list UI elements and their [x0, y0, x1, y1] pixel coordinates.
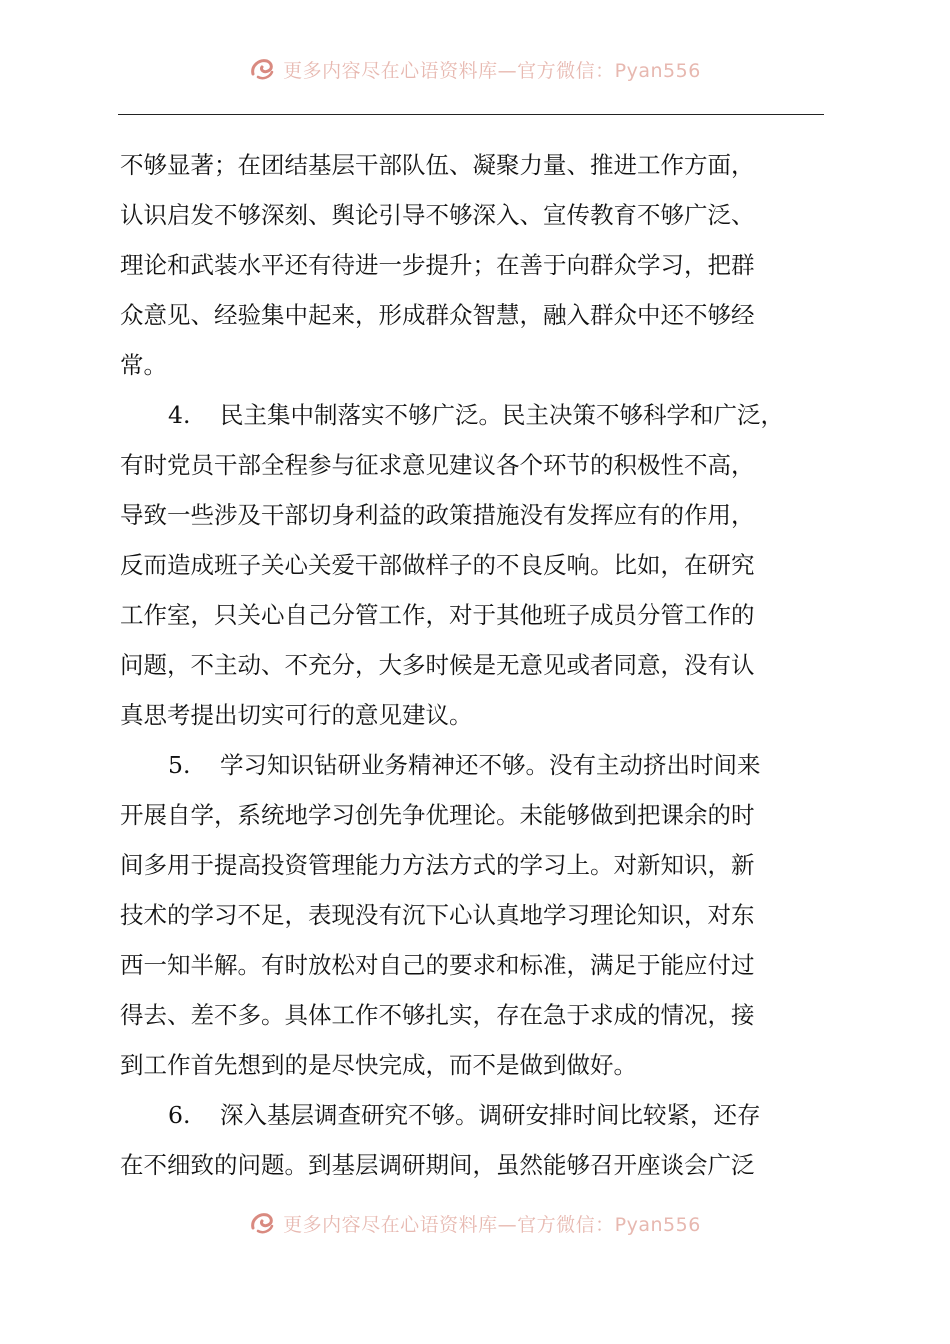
text-line [120, 940, 825, 990]
watermark-text: 更多内容尽在心语资料库—官方微信：Pyan556 [283, 59, 701, 82]
logo-swirl-icon [249, 56, 275, 82]
text-line [120, 540, 825, 590]
line-text: 西一知半解。有时放松对自己的要求和标准，满足于能应付过 [120, 951, 755, 979]
text-line [120, 790, 825, 840]
header-rule [118, 114, 824, 115]
line-text: 工作室，只关心自己分管工作，对于其他班子成员分管工作的 [120, 601, 755, 629]
document-body [120, 140, 825, 1190]
watermark-text: 更多内容尽在心语资料库—官方微信：Pyan556 [283, 1213, 701, 1236]
paragraph-number: 4. [168, 401, 191, 429]
line-text: 导致一些涉及干部切身利益的政策措施没有发挥应有的作用， [120, 501, 755, 529]
text-line [120, 890, 825, 940]
text-line [120, 390, 825, 440]
text-line [120, 440, 825, 490]
footer-watermark [0, 1206, 950, 1240]
line-text: 开展自学，系统地学习创先争优理论。未能够做到把课余的时 [120, 801, 755, 829]
line-text: 常。 [120, 351, 167, 379]
line-text: 在不细致的问题。到基层调研期间，虽然能够召开座谈会广泛 [120, 1151, 755, 1179]
line-text: 学习知识钻研业务精神还不够。没有主动挤出时间来 [220, 751, 761, 779]
text-line [120, 640, 825, 690]
text-line [120, 740, 825, 790]
line-text: 间多用于提高投资管理能力方法方式的学习上。对新知识，新 [120, 851, 755, 879]
line-text: 民主集中制落实不够广泛。民主决策不够科学和广泛， [220, 401, 784, 429]
line-text: 技术的学习不足，表现没有沉下心认真地学习理论知识，对东 [120, 901, 755, 929]
text-line [120, 140, 825, 190]
text-line [120, 490, 825, 540]
line-text: 到工作首先想到的是尽快完成，而不是做到做好。 [120, 1051, 637, 1079]
text-line [120, 1140, 825, 1190]
text-line [120, 590, 825, 640]
text-line [120, 290, 825, 340]
logo-swirl-icon [249, 1210, 275, 1236]
text-line [120, 240, 825, 290]
text-line [120, 990, 825, 1040]
line-text: 众意见、经验集中起来，形成群众智慧，融入群众中还不够经 [120, 301, 755, 329]
paragraph-number: 5. [168, 751, 191, 779]
text-line [120, 1040, 825, 1090]
line-text: 不够显著；在团结基层干部队伍、凝聚力量、推进工作方面， [120, 151, 755, 179]
text-line [120, 1090, 825, 1140]
text-line [120, 840, 825, 890]
text-line [120, 340, 825, 390]
line-text: 有时党员干部全程参与征求意见建议各个环节的积极性不高， [120, 451, 755, 479]
line-text: 理论和武装水平还有待进一步提升；在善于向群众学习，把群 [120, 251, 755, 279]
text-line [120, 190, 825, 240]
line-text: 问题，不主动、不充分，大多时候是无意见或者同意，没有认 [120, 651, 755, 679]
line-text: 深入基层调查研究不够。调研安排时间比较紧，还存 [220, 1101, 761, 1129]
line-text: 真思考提出切实可行的意见建议。 [120, 701, 473, 729]
header-watermark [0, 52, 950, 86]
text-line [120, 690, 825, 740]
line-text: 认识启发不够深刻、舆论引导不够深入、宣传教育不够广泛、 [120, 201, 755, 229]
line-text: 反而造成班子关心关爱干部做样子的不良反响。比如，在研究 [120, 551, 755, 579]
line-text: 得去、差不多。具体工作不够扎实，存在急于求成的情况，接 [120, 1001, 755, 1029]
paragraph-number: 6. [168, 1101, 191, 1129]
